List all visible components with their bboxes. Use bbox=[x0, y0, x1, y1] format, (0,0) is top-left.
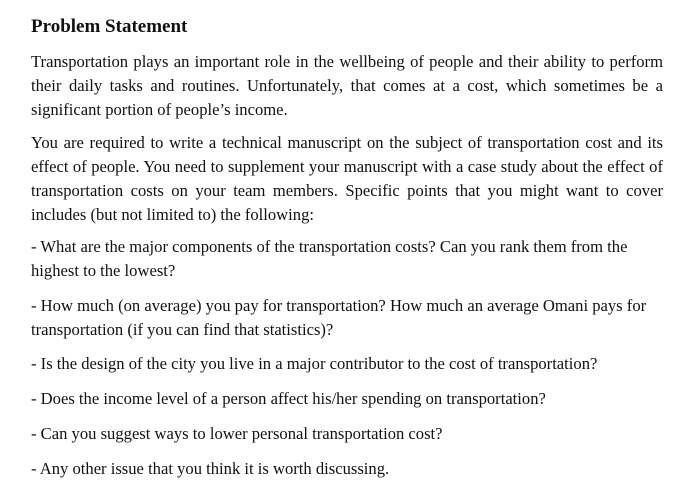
point-lower-costs: - Can you suggest ways to lower personal transportation cost? bbox=[31, 424, 443, 443]
point-other-issues: - Any other issue that you think it is worth discussing. bbox=[31, 459, 390, 478]
point-city-design: - Is the design of the city you live in a major contributor to the cost of transportation? bbox=[31, 354, 598, 373]
document-body bbox=[31, 14, 663, 481]
intro-paragraph: Transportation plays an important role in the wellbeing of people and their ability to perform their daily tasks and routines. Unfortunately, that comes at a cost, which sometimes be a significant portion of people’s income. bbox=[31, 52, 663, 119]
point-income-level: - Does the income level of a person affect his/her spending on transportation? bbox=[31, 389, 546, 408]
document-heading: Problem Statement bbox=[31, 16, 188, 37]
requirements-paragraph: You are required to write a technical manuscript on the subject of transportation cost and its effect of people. You need to supplement your manuscript with a case study about the effect of transportation costs on your team members. Specific points that you might want to cover includes (but not limited to) the following: bbox=[31, 133, 663, 224]
point-average-spending: - How much (on average) you pay for transportation? How much an average Omani pays for transportation (if you can find that statistics)? bbox=[31, 296, 647, 339]
point-cost-components: - What are the major components of the transportation costs? Can you rank them from the highest to the lowest? bbox=[31, 237, 628, 280]
